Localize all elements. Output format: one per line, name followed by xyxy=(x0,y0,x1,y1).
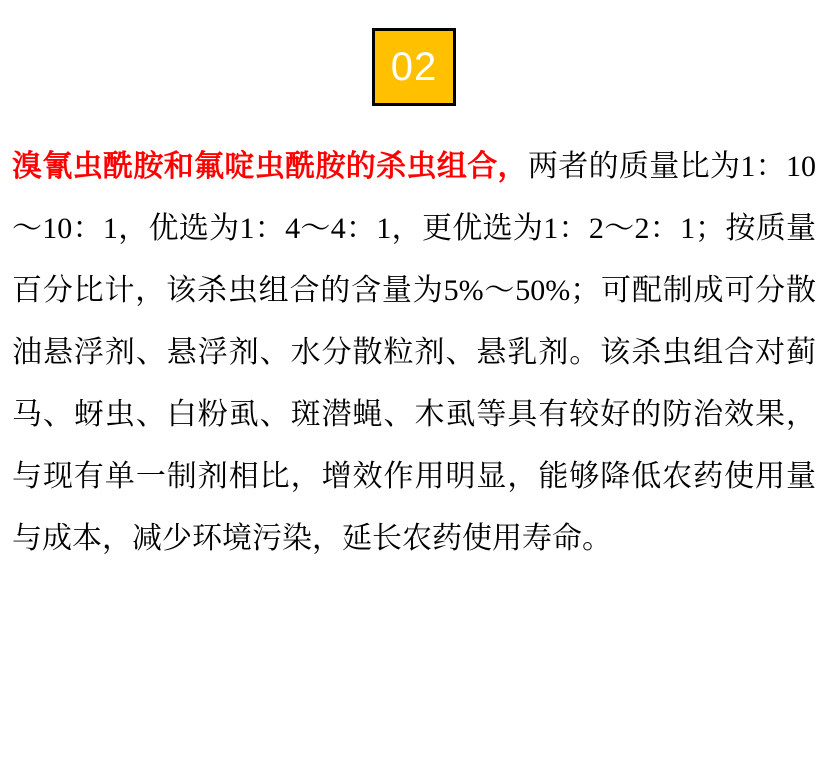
section-number-label: 02 xyxy=(390,45,438,89)
section-badge-row xyxy=(0,0,828,106)
section-number-badge xyxy=(372,28,456,106)
abstract-highlight-text: 溴氰虫酰胺和氟啶虫酰胺的杀虫组合， xyxy=(12,150,528,183)
abstract-paragraph xyxy=(12,136,816,570)
abstract-block xyxy=(8,136,820,570)
abstract-body-text: 两者的质量比为1：10～10：1，优选为1：4～4：1，更优选为1：2～2：1；按质量百分比计，该杀虫组合的含量为5%～50%；可配制成可分散油悬浮剂、悬浮剂、水分散粒剂、悬乳剂。该杀虫组合对蓟马、蚜虫、白粉虱、斑潜蝇、木虱等具有较好的防治效果，与现有单一制剂相比，增效作用明显，能够降低农药使用量与成本，减少环境污染，延长农药使用寿命。 xyxy=(12,150,817,555)
